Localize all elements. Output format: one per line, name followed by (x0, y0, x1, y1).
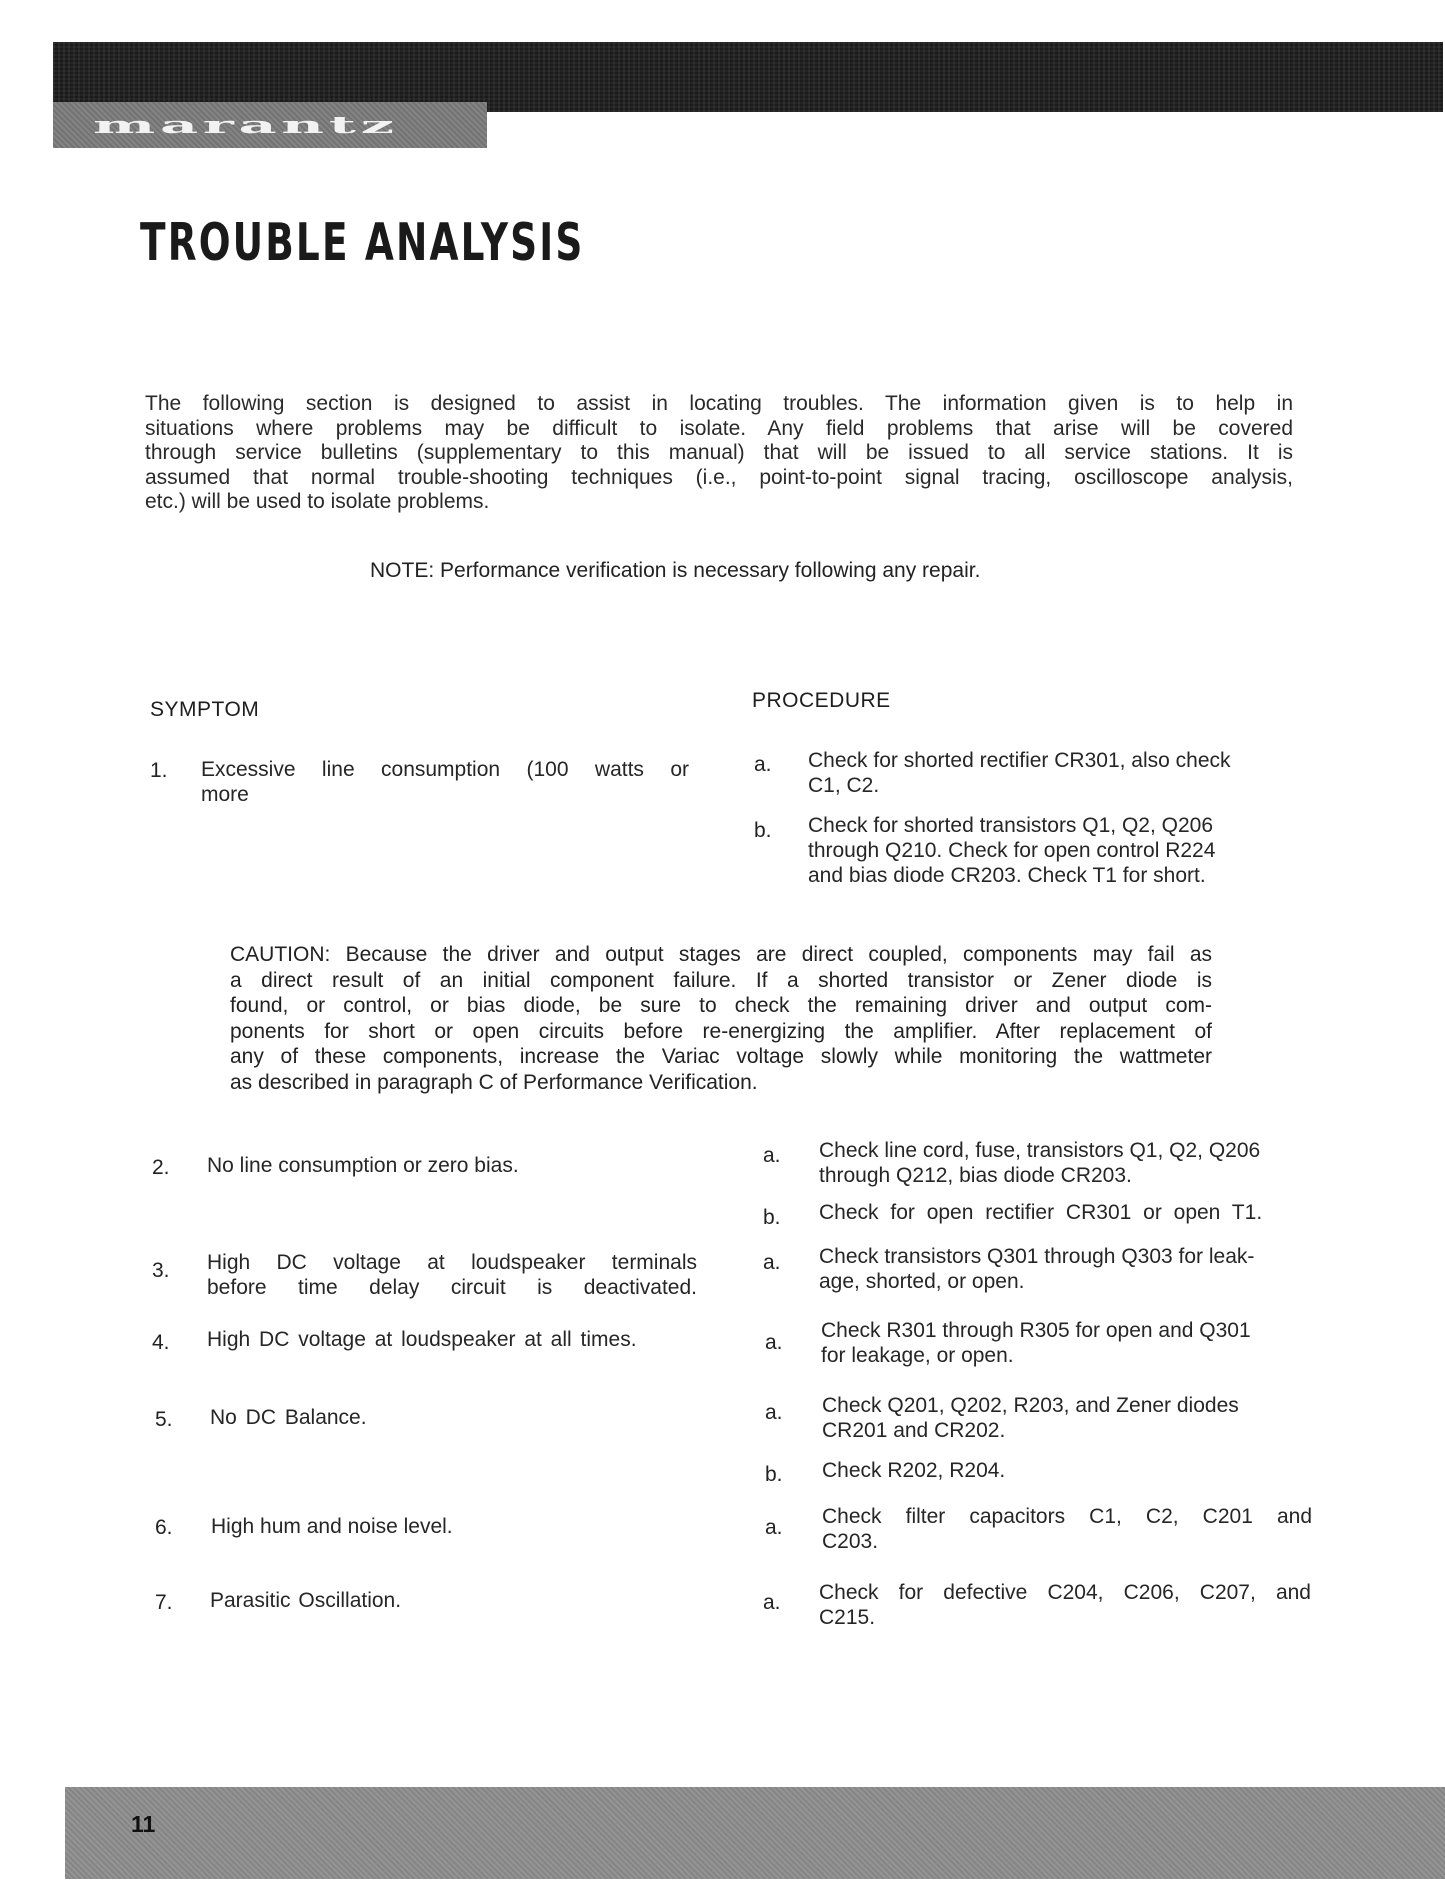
procedure-line: Check transistors Q301 through Q303 for leak- (819, 1245, 1255, 1268)
page-number: 11 (131, 1811, 156, 1837)
procedure-line: Check R301 through R305 for open and Q301 (821, 1319, 1251, 1342)
symptom-line: before time delay circuit is deactivated. (207, 1276, 697, 1299)
symptom-line: Parasitic Oscillation. (210, 1589, 402, 1612)
caution-block (230, 942, 1212, 1095)
symptom-text (211, 1514, 701, 1539)
procedure-line: Check for defective C204, C206, C207, and (819, 1581, 1311, 1604)
procedure-line: and bias diode CR203. Check T1 for short. (808, 864, 1206, 887)
procedure-text (819, 1200, 1311, 1225)
procedure-line: C203. (822, 1530, 879, 1553)
procedure-line: for leakage, or open. (821, 1344, 1014, 1367)
symptom-line: High DC voltage at loudspeaker terminals (207, 1251, 697, 1274)
intro-line: The following section is designed to assist in locating troubles. The information given is to help in (145, 392, 1293, 415)
procedure-text (808, 748, 1300, 798)
procedure-letter: a. (763, 1251, 781, 1274)
procedure-text (822, 1504, 1312, 1554)
procedure-line: Check R202, R204. (822, 1459, 1006, 1482)
brand-logo-box (53, 102, 487, 148)
procedure-letter: a. (763, 1144, 781, 1167)
item-number: 5. (155, 1408, 173, 1431)
procedure-line: Check filter capacitors C1, C2, C201 and (822, 1505, 1312, 1528)
intro-line: assumed that normal trouble-shooting techniques (i.e., point-to-point signal tracing, oscilloscope analysis, (145, 465, 1293, 489)
procedure-line: Check line cord, fuse, transistors Q1, Q2, Q206 (819, 1139, 1261, 1162)
procedure-letter: b. (765, 1463, 783, 1486)
intro-line: through service bulletins (supplementary to this manual) that will be issued to all service stations. It is (145, 441, 1293, 465)
symptom-text (207, 1327, 707, 1352)
procedure-line: through Q210. Check for open control R224 (808, 839, 1216, 862)
procedure-line: through Q212, bias diode CR203. (819, 1164, 1132, 1187)
item-number: 6. (155, 1516, 173, 1539)
procedure-line: CR201 and CR202. (822, 1419, 1006, 1442)
procedure-text (822, 1393, 1314, 1443)
symptom-line: High hum and noise level. (211, 1515, 453, 1538)
symptom-line: No DC Balance. (210, 1406, 367, 1429)
intro-line: situations where problems may be difficult to isolate. Any field problems that arise will be covered (145, 416, 1293, 440)
procedure-text (819, 1580, 1311, 1630)
item-number: 7. (155, 1591, 173, 1614)
procedure-text (821, 1318, 1313, 1368)
symptom-text (201, 757, 689, 807)
symptom-text (210, 1405, 700, 1430)
procedure-letter: a. (763, 1591, 781, 1614)
procedure-line: age, shorted, or open. (819, 1270, 1025, 1293)
procedure-text (822, 1458, 1314, 1483)
procedure-letter: a. (754, 753, 772, 776)
procedure-letter: a. (765, 1331, 783, 1354)
procedure-letter: a. (765, 1401, 783, 1424)
footer-band (65, 1787, 1445, 1879)
procedure-column-header: PROCEDURE (752, 689, 891, 712)
symptom-text (210, 1588, 700, 1613)
page-title: TROUBLE ANALYSIS (140, 213, 585, 273)
procedure-letter: b. (754, 819, 772, 842)
caution-line: CAUTION: Because the driver and output stages are direct coupled, components may fail as (230, 943, 1212, 966)
intro-line: etc.) will be used to isolate problems. (145, 490, 490, 514)
caution-line: any of these components, increase the Variac voltage slowly while monitoring the wattmeter (230, 1045, 1212, 1068)
symptom-line: High DC voltage at loudspeaker at all times. (207, 1328, 637, 1351)
note: NOTE: Performance verification is necessary following any repair. (370, 559, 981, 582)
caution-line: ponents for short or open circuits before re-energizing the amplifier. After replacement of (230, 1019, 1212, 1043)
symptom-text (207, 1153, 697, 1178)
symptom-column-header: SYMPTOM (150, 698, 260, 721)
symptom-line: Excessive line consumption (100 watts or (201, 758, 689, 781)
procedure-line: Check Q201, Q202, R203, and Zener diodes (822, 1394, 1239, 1417)
intro-paragraph (145, 392, 1293, 515)
item-number: 2. (152, 1156, 170, 1179)
caution-line: a direct result of an initial component failure. If a shorted transistor or Zener diode is (230, 968, 1212, 992)
procedure-line: C215. (819, 1606, 876, 1629)
procedure-text (819, 1138, 1311, 1188)
caution-line: found, or control, or bias diode, be sure to check the remaining driver and output com- (230, 994, 1212, 1017)
symptom-text (207, 1250, 697, 1300)
item-number: 4. (152, 1331, 170, 1354)
procedure-line: Check for shorted rectifier CR301, also check (808, 749, 1231, 772)
procedure-line: Check for open rectifier CR301 or open T1. (819, 1201, 1263, 1224)
procedure-line: C1, C2. (808, 774, 880, 797)
symptom-line: No line consumption or zero bias. (207, 1154, 519, 1177)
caution-line: as described in paragraph C of Performance Verification. (230, 1070, 758, 1094)
procedure-letter: b. (763, 1206, 781, 1229)
item-number: 1. (150, 759, 168, 782)
procedure-line: Check for shorted transistors Q1, Q2, Q206 (808, 814, 1214, 837)
procedure-text (808, 813, 1300, 888)
procedure-text (819, 1244, 1311, 1294)
item-number: 3. (152, 1259, 170, 1282)
symptom-line: more (201, 783, 249, 806)
procedure-letter: a. (765, 1516, 783, 1539)
brand-logo: marantz (93, 110, 399, 139)
